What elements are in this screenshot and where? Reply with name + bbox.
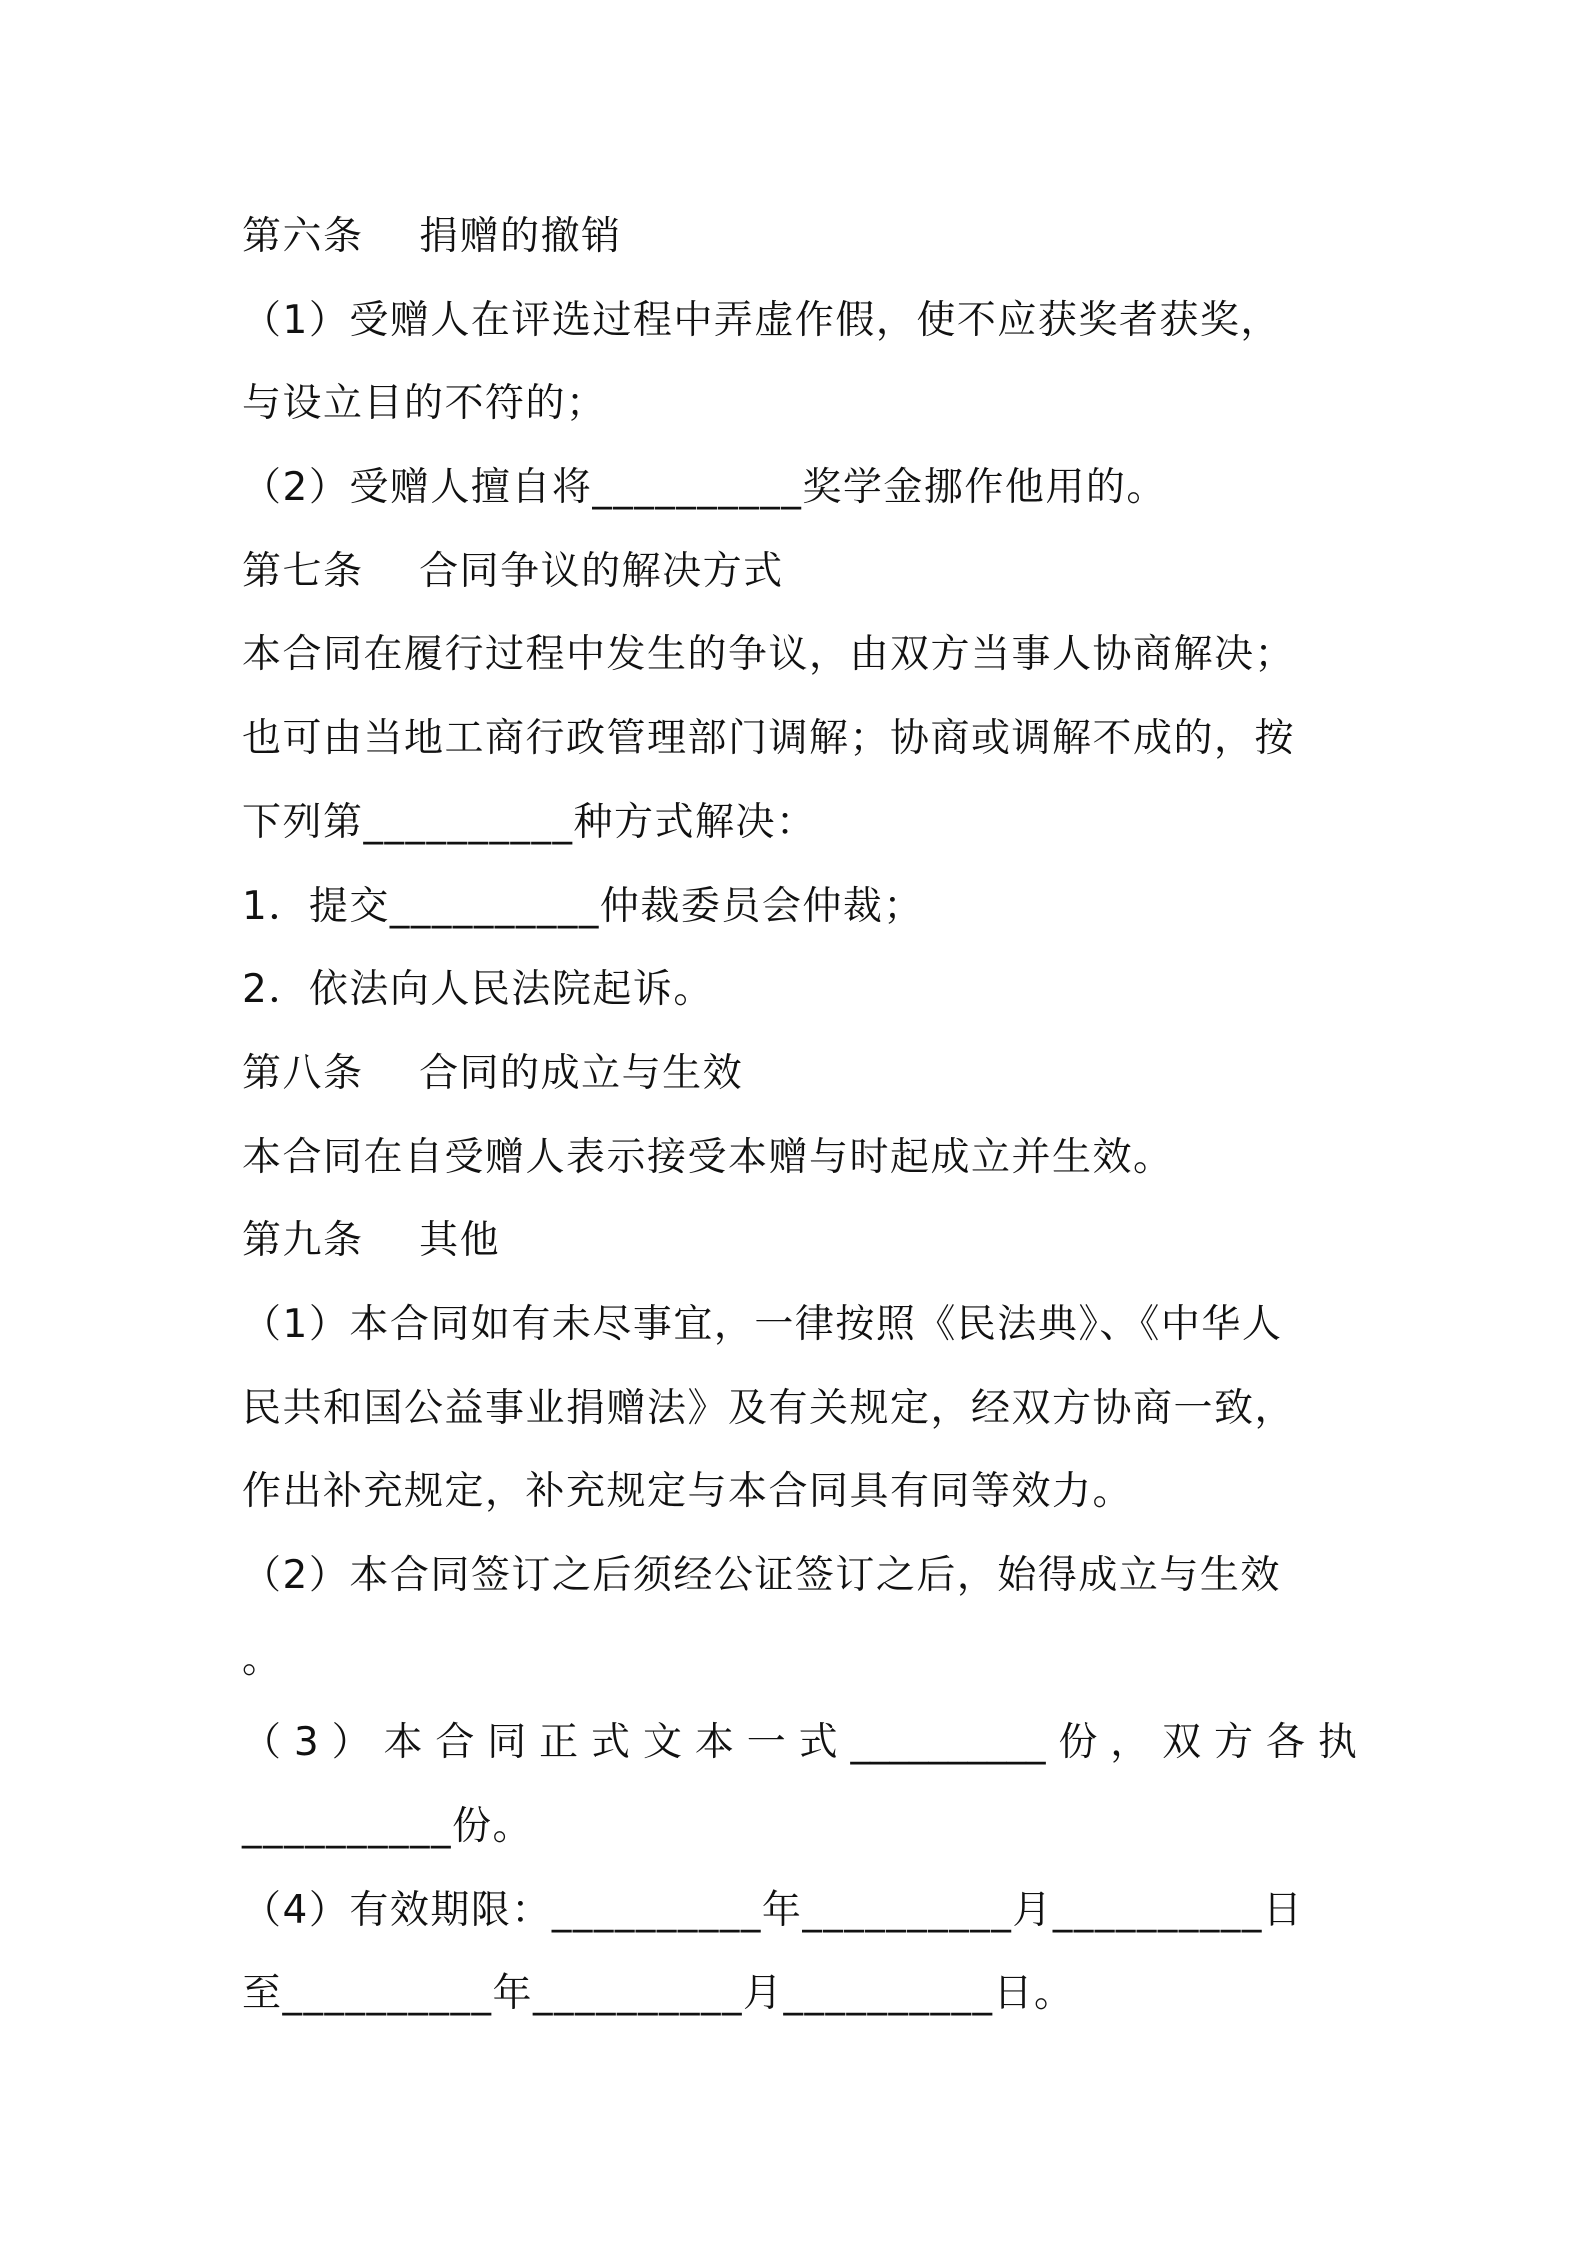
article-7-text-cont: 也可由当地工商行政管理部门调解；协商或调解不成的，按 [242, 716, 1296, 762]
text-chunk: 各 [1265, 1720, 1305, 1766]
article-8-heading: 第八条 合同的成立与生效 [242, 1050, 744, 1096]
text-chunk: 正 [539, 1720, 579, 1766]
article-9-item-1-cont-2: 作出补充规定，补充规定与本合同具有同等效力。 [242, 1469, 1134, 1515]
article-8-text: 本合同在自受赠人表示接受本赠与时起成立并生效。 [242, 1134, 1174, 1180]
article-9-item-1: （1）本合同如有未尽事宜，一律按照《民法典》、《中华人 [242, 1301, 1283, 1347]
text-chunk: __________ [850, 1720, 1046, 1766]
text-chunk: 式 [798, 1720, 838, 1766]
article-9-item-1-cont: 民共和国公益事业捐赠法》及有关规定，经双方协商一致， [242, 1385, 1296, 1431]
text-chunk: 文 [642, 1720, 682, 1766]
article-6-item-1: （1）受赠人在评选过程中弄虚作假，使不应获奖者获奖， [242, 297, 1281, 343]
article-9-item-3 [242, 1701, 1357, 1785]
article-9-item-4: （4）有效期限：__________年__________月__________日 [242, 1887, 1304, 1933]
text-chunk: 本 [383, 1720, 423, 1766]
text-chunk: 份 [1058, 1720, 1098, 1766]
text-chunk: 方 [1214, 1720, 1254, 1766]
text-chunk: ， [1110, 1720, 1150, 1766]
article-6-item-2: （2）受赠人擅自将__________奖学金挪作他用的。 [242, 465, 1167, 511]
article-7-text-cont-2: 下列第__________种方式解决： [242, 799, 817, 845]
text-chunk: 式 [591, 1720, 631, 1766]
text-chunk: 一 [746, 1720, 786, 1766]
article-6-item-1-cont: 与设立目的不符的； [242, 381, 607, 427]
text-chunk: ） [331, 1720, 371, 1766]
text-chunk: 本 [694, 1720, 734, 1766]
article-9-item-2: （2）本合同签订之后须经公证签订之后，始得成立与生效 [242, 1553, 1281, 1598]
article-7-option-2: 2．依法向人民法院起诉。 [242, 967, 714, 1013]
article-9-item-3-cont: __________份。 [242, 1804, 534, 1850]
text-chunk: 同 [487, 1720, 527, 1766]
text-chunk: （ [242, 1720, 282, 1766]
text-chunk: 3 [293, 1720, 319, 1766]
text-chunk: 双 [1162, 1720, 1202, 1766]
article-7-heading: 第七条 合同争议的解决方式 [242, 548, 784, 594]
text-chunk: 执 [1317, 1720, 1357, 1766]
article-7-text: 本合同在履行过程中发生的争议，由双方当事人协商解决； [242, 632, 1296, 678]
article-7-option-1: 1．提交__________仲裁委员会仲裁； [242, 883, 924, 929]
article-9-item-2-cont: 。 [242, 1636, 283, 1682]
article-6-heading: 第六条 捐赠的撤销 [242, 214, 622, 259]
document-body [242, 195, 1357, 2036]
article-9-item-4-cont: 至__________年__________月__________日。 [242, 1971, 1075, 2017]
text-chunk: 合 [435, 1720, 475, 1766]
article-9-heading: 第九条 其他 [242, 1218, 501, 1264]
